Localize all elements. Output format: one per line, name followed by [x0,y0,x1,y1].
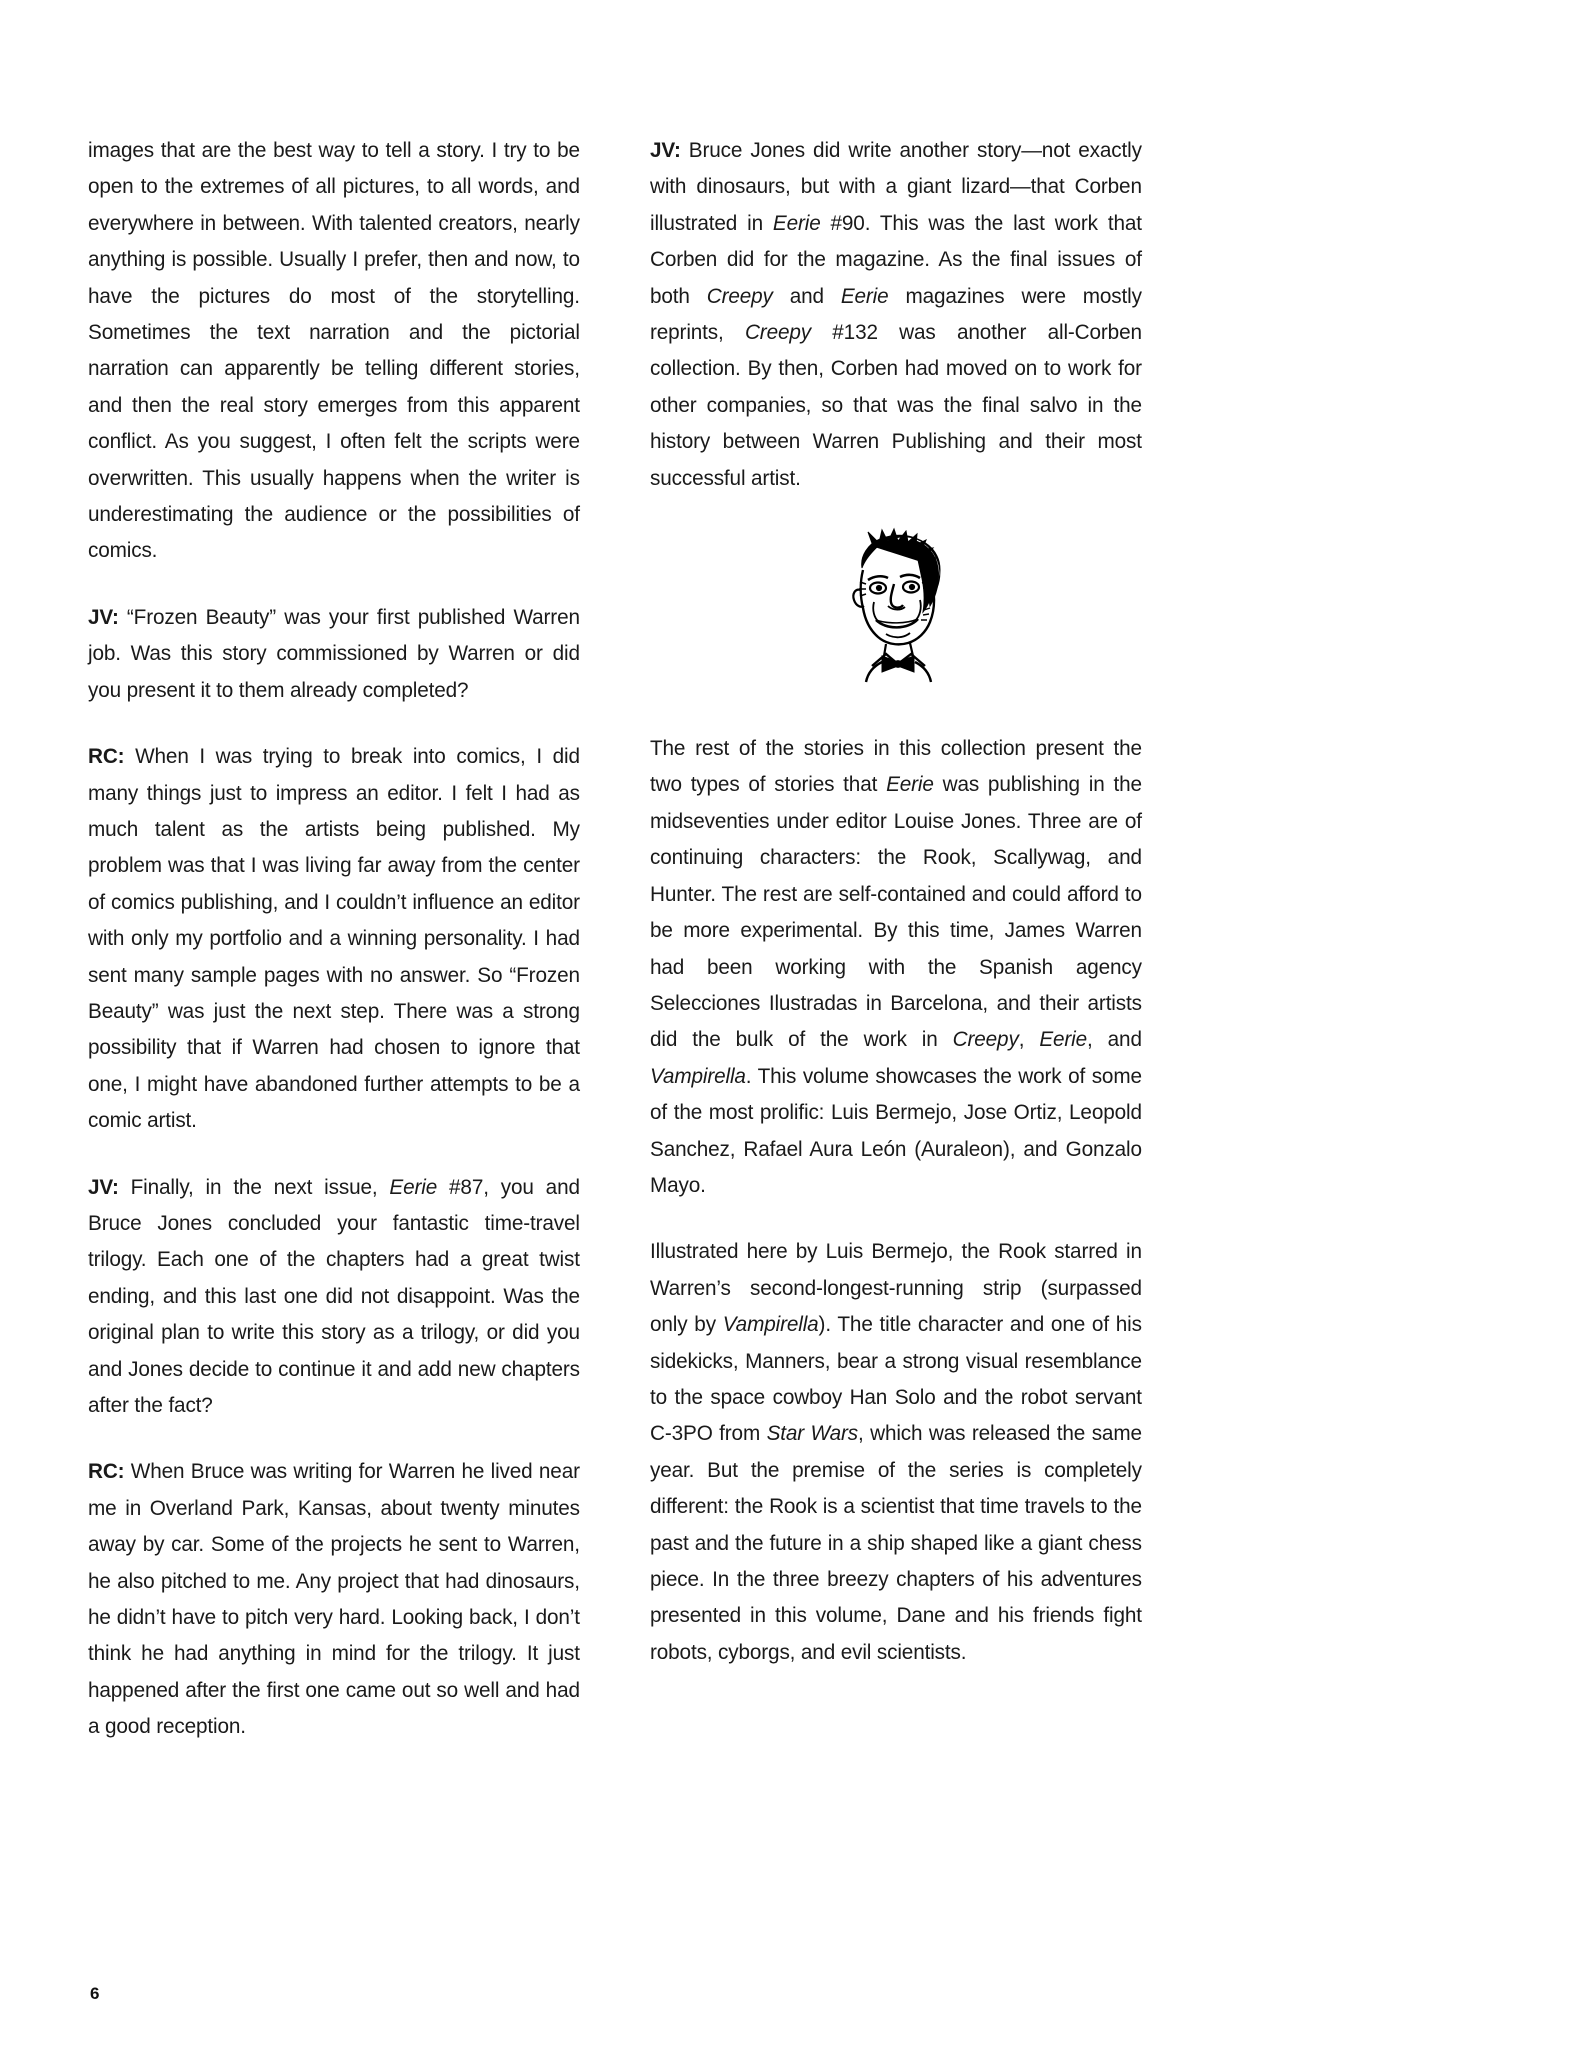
paragraph-jv-bruce-jones-lizard: JV: Bruce Jones did write another story—not exactly with dinosaurs, but with a giant lizard—that Corben illustrated in Eerie #90. This was the last work that Corben did for the magazine. As the final issues of both Creepy and Eerie magazines were mostly reprints, Creepy #132 was another all-Corben collection. By then, Corben had moved on to work for other companies, so that was the final salvo in the history between Warren Publishing and their most successful artist. [650,138,1142,490]
italic-title: Vampirella [650,1063,746,1088]
paragraph-jv-frozen-beauty: JV: “Frozen Beauty” was your first published Warren job. Was this story commissioned by Warren or did you present it to them already completed? [88,604,580,702]
paragraph-rest-of-stories: The rest of the stories in this collection present the two types of stories that Eerie was publishing in the midseventies under editor Louise Jones. Three are of continuing characters: the Rook, Scallywag, and Hunter. The rest are self-contained and could afford to be more experimental. By this time, James Warren had been working with the Spanish agency Selecciones Ilustradas in Barcelona, and their artists did the bulk of the work in Creepy, Eerie, and Vampirella. This volume showcases the work of some of the most prolific: Luis Bermejo, Jose Ortiz, Leopold Sanchez, Rafael Aura León (Auraleon), and Gonzalo Mayo. [650,736,1142,1197]
paragraph-rc-break-into-comics: RC: When I was trying to break into comics, I did many things just to impress an editor. I felt I had as much talent as the artists being published. My problem was that I was living far away from the center of comics publishing, and I couldn’t influence an editor with only my portfolio and a winning personality. I had sent many sample pages with no answer. So “Frozen Beauty” was just the next step. There was a strong possibility that if Warren had chosen to ignore that one, I might have abandoned further attempts to be a comic artist. [88,744,580,1133]
caricature-portrait-illustration [650,526,1142,696]
italic-title: Star Wars [766,1421,859,1446]
right-text-column [650,132,1142,1872]
two-column-text-body [88,132,1488,1872]
speaker-label: RC: [88,1459,125,1484]
paragraph-rc-overland-park: RC: When Bruce was writing for Warren he lived near me in Overland Park, Kansas, about twenty minutes away by car. Some of the projects he sent to Warren, he also pitched to me. Any project that had dinosaurs, he didn’t have to pitch very hard. Looking back, I don’t think he had anything in mind for the trilogy. It just happened after the first one came out so well and had a good reception. [88,1459,580,1739]
italic-title: Vampirella [722,1312,819,1337]
italic-title: Eerie [389,1174,438,1199]
speaker-label: JV: [650,138,681,162]
italic-title: Creepy [706,283,773,308]
paragraph-jv-eerie-87: JV: Finally, in the next issue, Eerie #87, you and Bruce Jones concluded your fantastic time-travel trilogy. Each one of the chapters had a great twist ending, and this last one did not disappoint. Was the original plan to write this story as a trilogy, or did you and Jones decide to continue it and add new chapters after the fact? [88,1174,580,1417]
italic-title: Creepy [744,320,811,345]
italic-title: Eerie [840,283,889,308]
italic-title: Creepy [952,1027,1019,1052]
speaker-label: RC: [88,744,125,769]
italic-title: Eerie [772,210,821,235]
italic-title: Eerie [1039,1027,1088,1052]
paragraph-rc-continued: images that are the best way to tell a story. I try to be open to the extremes of all pictures, to all words, and everywhere in between. With talented creators, nearly anything is possible. Usually I prefer, then and now, to have the pictures do most of the storytelling. Sometimes the text narration and the pictorial narration can apparently be telling different stories, and then the real story emerges from this apparent conflict. As you suggest, I often felt the scripts were overwritten. This usually happens when the writer is underestimating the audience or the possibilities of comics. [88,138,580,563]
left-text-column [88,132,580,1872]
speaker-label: JV: [88,1174,119,1199]
italic-title: Eerie [886,772,934,797]
paragraph-illustrated-here-rook: Illustrated here by Luis Bermejo, the Rook starred in Warren’s second-longest-running strip (surpassed only by Vampirella). The title character and one of his sidekicks, Manners, bear a strong visual resemblance to the space cowboy Han Solo and the robot servant C-3PO from Star Wars, which was released the same year. But the premise of the series is completely different: the Rook is a scientist that time travels to the past and the future in a ship shaped like a giant chess piece. In the three breezy chapters of his adventures presented in this volume, Dane and his friends fight robots, cyborgs, and evil scientists. [650,1239,1142,1664]
page-number: 6 [90,1984,100,2003]
speaker-label: JV: [88,604,119,629]
